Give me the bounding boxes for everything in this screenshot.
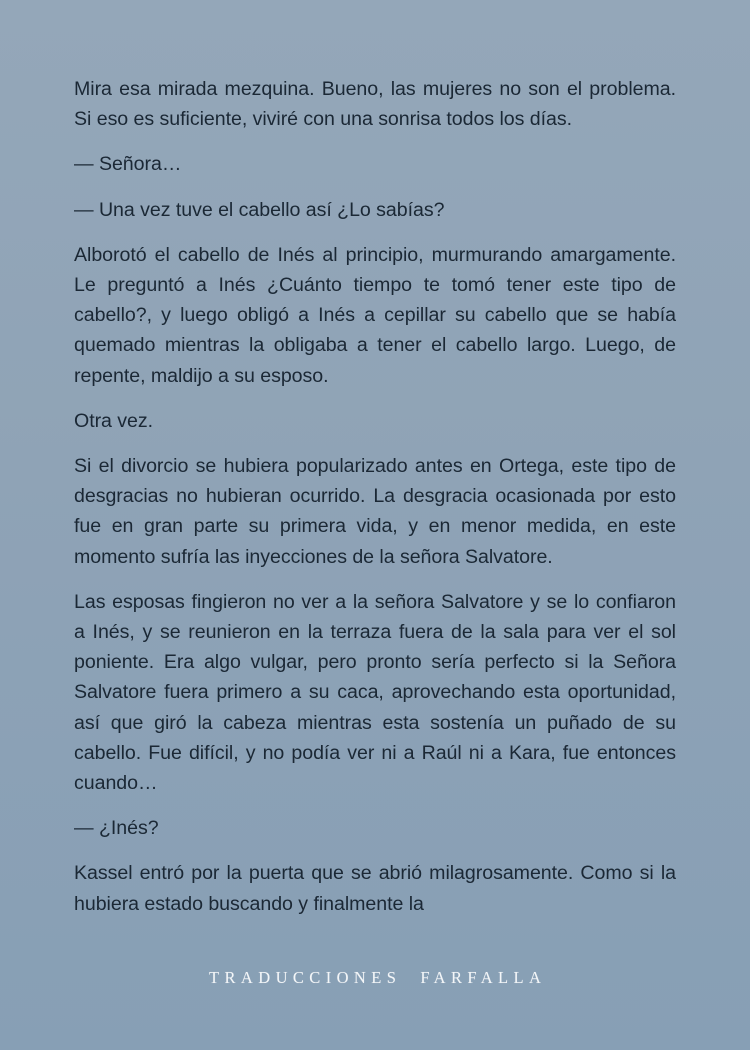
dialogue-line: — Señora… <box>74 153 182 176</box>
reader-text-body <box>74 74 676 919</box>
page-watermark: TRADUCCIONES FARFALLA <box>209 968 547 987</box>
paragraph: Mira esa mirada mezquina. Bueno, las mujeres no son el problema. Si eso es suficiente, viviré con una sonrisa todos los días. <box>74 78 676 131</box>
paragraph: Kassel entró por la puerta que se abrió milagrosamente. Como si la hubiera estado buscando y finalmente la <box>74 862 676 915</box>
paragraph: Alborotó el cabello de Inés al principio, murmurando amargamente. Le preguntó a Inés ¿Cuánto tiempo te tomó tener este tipo de cabello?, y luego obligó a Inés a cepillar su cabello que se había quemado mientras la obligaba a tener el cabello largo. Luego, de repente, maldijo a su esposo. <box>74 243 676 387</box>
dialogue-line: — ¿Inés? <box>74 817 159 840</box>
dialogue-line: — Una vez tuve el cabello así ¿Lo sabías? <box>74 198 445 221</box>
paragraph: Si el divorcio se hubiera popularizado antes en Ortega, este tipo de desgracias no hubieran ocurrido. La desgracia ocasionada por esto fue en gran parte su primera vida, y en menor medida, en este momento sufría las inyecciones de la señora Salvatore. <box>74 455 676 568</box>
paragraph: Las esposas fingieron no ver a la señora Salvatore y se lo confiaron a Inés, y se reunieron en la terraza fuera de la sala para ver el sol poniente. Era algo vulgar, pero pronto sería perfecto si la Señora Salvatore fuera primero a su caca, aprovechando esta oportunidad, así que giró la cabeza mientras esta sostenía un puñado de su cabello. Fue difícil, y no podía ver ni a Raúl ni a Kara, fue entonces cuando… <box>74 590 676 795</box>
paragraph: Otra vez. <box>74 409 154 432</box>
